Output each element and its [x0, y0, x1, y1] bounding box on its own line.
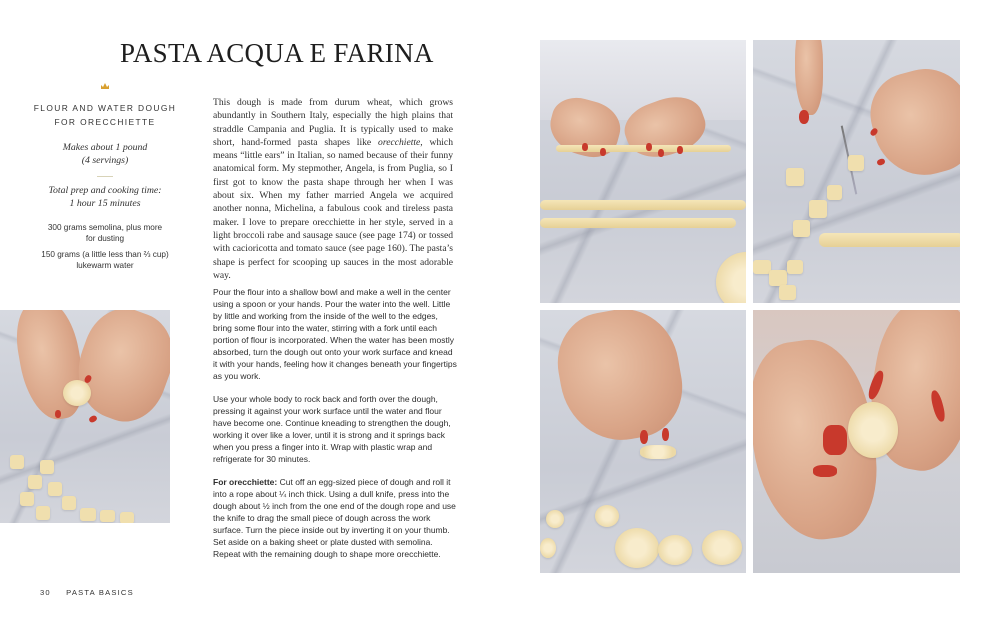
orecchiette-piece — [702, 530, 742, 565]
ingredient-line: 150 grams (a little less than ⅔ cup) — [41, 250, 169, 259]
dough-piece — [787, 260, 803, 274]
ingredient-item — [30, 223, 180, 244]
crown-icon — [100, 82, 110, 90]
recipe-yield — [30, 142, 180, 167]
recipe-subtitle — [30, 101, 180, 129]
intro-paragraph — [213, 96, 453, 282]
nail — [813, 465, 837, 477]
time-line: Total prep and cooking time: — [48, 185, 162, 196]
dough-rope — [540, 218, 736, 228]
yield-line: Makes about 1 pound — [62, 142, 148, 153]
orecchiette-piece — [640, 445, 676, 459]
orecchiette-piece — [658, 535, 692, 565]
dough-piece — [10, 455, 24, 469]
right-hand — [64, 310, 170, 432]
nail — [662, 428, 669, 441]
subtitle-line: FLOUR AND WATER DOUGH — [33, 103, 177, 113]
ingredient-list — [30, 223, 180, 271]
method-step: Use your whole body to rock back and forth over the dough, pressing it against your work surface until the water and flour have become one. Continue kneading to strengthen the dough, working it over like a lover, until it is strong and it springs back when you press a finger into it. Wrap with plastic wrap and refrigerate for 30 minutes. — [213, 394, 451, 464]
dough-piece — [48, 482, 62, 496]
nail — [640, 430, 648, 444]
photo-grid-2 — [753, 40, 960, 303]
step-label: For orecchiette: — [213, 477, 278, 487]
nail — [658, 149, 664, 157]
page-title: PASTA ACQUA E FARINA — [120, 38, 434, 68]
dough-piece — [80, 508, 96, 521]
dough-piece — [100, 510, 115, 522]
nail — [55, 410, 61, 418]
subtitle-line: FOR ORECCHIETTE — [54, 117, 156, 127]
orecchiette-piece — [540, 538, 556, 558]
hand — [550, 310, 691, 449]
dough-piece — [36, 506, 50, 520]
nail — [876, 158, 886, 166]
dough-piece — [769, 270, 787, 286]
intro-italic-term: orecchiette — [378, 136, 421, 148]
dough-rope — [819, 233, 960, 247]
nail — [88, 414, 98, 423]
dough-piece — [793, 220, 810, 237]
dough-piece — [809, 200, 827, 218]
ingredient-item — [30, 250, 180, 271]
dough-rope — [540, 200, 746, 210]
page-footer — [40, 588, 134, 597]
intro-text: , which means “little ears” in Italian, so named because of their funny anatomical form. My stepmother, Angela, is from Puglia, so I first got to know the pasta shape through her when I was about six. When my father married Angela we acquired another nonna, Michelina, a fabulous cook and tireless pasta maker. I love to prepare orecchiette in her style, served in a light broccoli rabe and sausage sauce (see page 174) or tossed with cacioricotta and tomato sauce (see page 160). The pasta’s shape is perfect for scooping up sauces in the most adorable way. — [213, 136, 453, 281]
method-step-orecchiette — [213, 476, 458, 560]
orecchiette-piece — [848, 402, 898, 458]
nail — [799, 110, 809, 124]
nail — [582, 143, 588, 151]
page-number: 30 — [40, 588, 51, 597]
yield-line: (4 servings) — [81, 154, 129, 166]
recipe-sidebar — [30, 82, 180, 277]
photo-grid-1 — [540, 40, 746, 303]
dough-piece — [848, 155, 864, 171]
orecchiette-piece — [546, 510, 564, 528]
orecchiette-piece — [63, 380, 91, 406]
ingredient-line: 300 grams semolina, plus more — [47, 223, 163, 232]
dough-piece — [786, 168, 804, 186]
nail — [600, 148, 606, 156]
recipe-time — [30, 185, 180, 210]
orecchiette-piece — [595, 505, 619, 527]
dough-piece — [40, 460, 54, 474]
right-hand — [861, 59, 960, 186]
dough-piece — [62, 496, 76, 510]
dough-piece — [28, 475, 42, 489]
ingredient-line: for dusting — [85, 233, 125, 243]
intro-text: This dough is made from durum wheat, which grows abundantly in Southern Italy, especially the high plains that straddle Campania and Puglia. It is typically used to make short, hand-formed pasta shapes like — [213, 97, 453, 148]
dough-piece — [827, 185, 842, 200]
dough-piece — [120, 512, 134, 523]
index-finger — [795, 40, 823, 115]
photo-grid-3 — [540, 310, 746, 573]
divider — [97, 176, 113, 177]
time-line: 1 hour 15 minutes — [69, 197, 141, 209]
method-section — [213, 286, 458, 571]
orecchiette-piece — [615, 528, 659, 568]
section-name: PASTA BASICS — [66, 588, 134, 597]
photo-left — [0, 310, 170, 523]
dough-piece — [779, 285, 796, 300]
dough-ball — [716, 252, 746, 303]
dough-piece — [20, 492, 34, 506]
photo-grid-4 — [753, 310, 960, 573]
nail — [823, 425, 847, 455]
nail — [646, 143, 652, 151]
step-text: Cut off an egg-sized piece of dough and roll it into a rope about ¼ inch thick. Using a dull knife, press into the dough about ½ inch from the one end of the dough rope and use the knife to drag the small piece of dough across the work surface. Turn the piece inside out by inverting it on your thumb. Set aside on a baking sheet or plate dusted with semolina. Repeat with the remaining dough to shape more orecchiette. — [213, 477, 456, 559]
nail — [677, 146, 683, 154]
ingredient-line: lukewarm water — [76, 260, 134, 270]
method-step: Pour the flour into a shallow bowl and make a well in the center using a spoon or your hands. Pour the water into the well. Little by little and working from the inside of the well to the edges, bring some flour into the water, stirring with a fork until each portion of flour is incorporated. When the water has been mostly absorbed, turn the dough out onto your work surface and knead it with your hands, feeling how it changes beneath your fingertips as you work. — [213, 287, 457, 381]
